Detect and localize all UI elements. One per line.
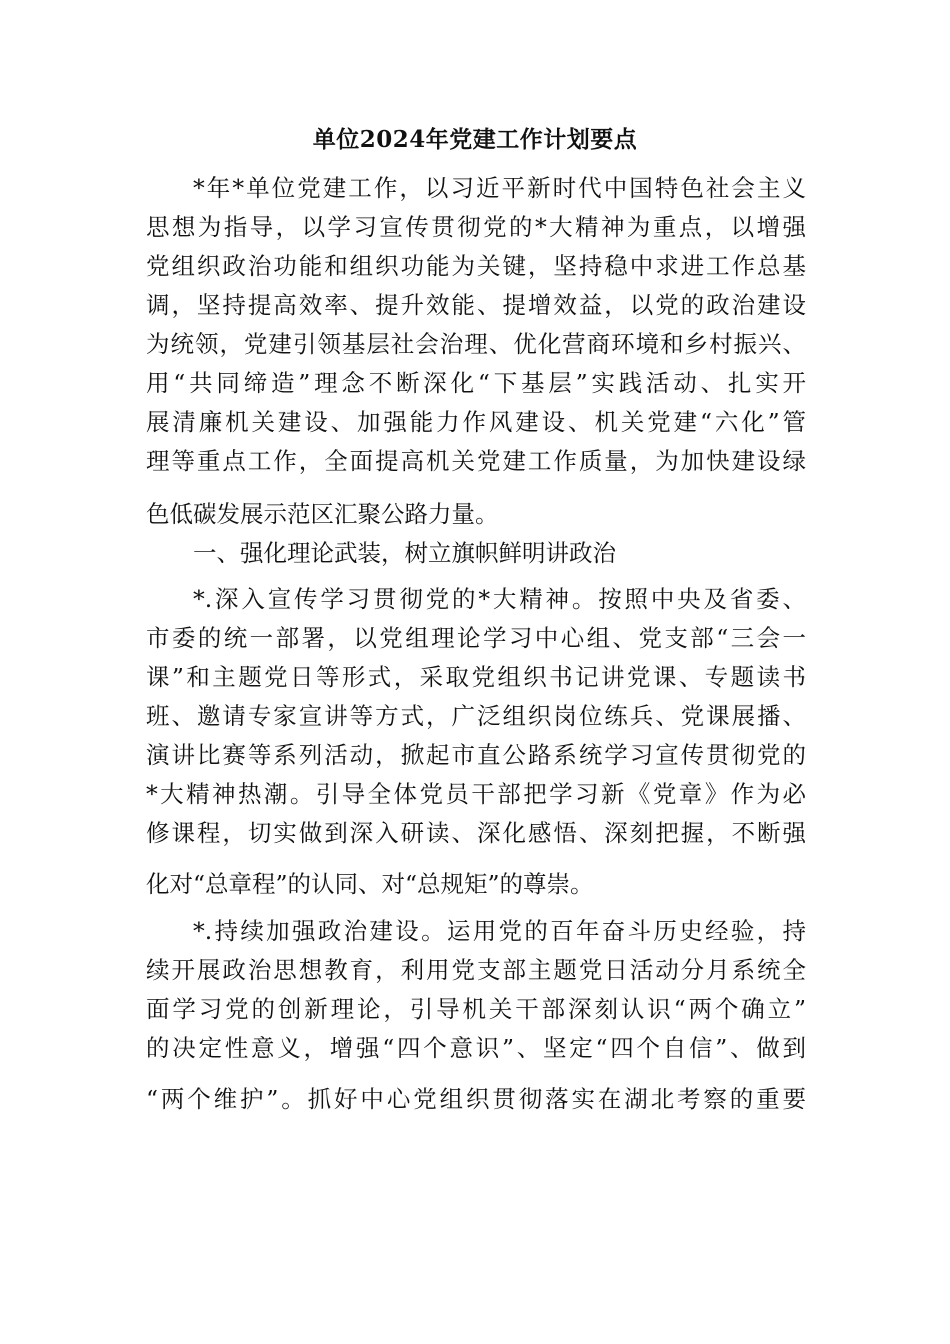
section-heading: 一、强化理论武装，树立旗帜鲜明讲政治 [193,539,616,567]
paragraph-line: 修课程，切实做到深入研读、深化感悟、深刻把握，不断强 [146,819,806,847]
paragraph-line: *年*单位党建工作，以习近平新时代中国特色社会主义 [193,174,806,202]
paragraph-line: 课”和主题党日等形式，采取党组织书记讲党课、专题读书 [146,663,806,691]
paragraph-line: 为统领，党建引领基层社会治理、优化营商环境和乡村振兴、 [146,330,806,358]
paragraph-line: 演讲比赛等系列活动，掀起市直公路系统学习宣传贯彻党的 [146,741,806,769]
paragraph-line: “两个维护”。抓好中心党组织贯彻落实在湖北考察的重要 [146,1085,806,1113]
paragraph-line: 展清廉机关建设、加强能力作风建设、机关党建“六化”管 [146,408,806,436]
paragraph-line: 市委的统一部署，以党组理论学习中心组、党支部“三会一 [146,624,806,652]
paragraph-line: 调，坚持提高效率、提升效能、提增效益，以党的政治建设 [146,291,806,319]
paragraph-line: 的决定性意义，增强“四个意识”、坚定“四个自信”、做到 [146,1034,806,1062]
paragraph-line: *大精神热潮。引导全体党员干部把学习新《党章》作为必 [146,780,806,808]
paragraph-line: *.深入宣传学习贯彻党的*大精神。按照中央及省委、 [193,585,806,613]
paragraph-line: 化对“总章程”的认同、对“总规矩”的尊崇。 [146,870,594,898]
paragraph-line: 党组织政治功能和组织功能为关键，坚持稳中求进工作总基 [146,252,806,280]
paragraph-line: 续开展政治思想教育，利用党支部主题党日活动分月系统全 [146,956,806,984]
paragraph-line: 色低碳发展示范区汇聚公路力量。 [146,500,499,528]
paragraph-line: 理等重点工作，全面提高机关党建工作质量，为加快建设绿 [146,447,806,475]
document-title: 单位2024年党建工作计划要点 [312,126,638,153]
paragraph-line: 思想为指导，以学习宣传贯彻党的*大精神为重点，以增强 [146,213,806,241]
paragraph-line: 用“共同缔造”理念不断深化“下基层”实践活动、扎实开 [146,369,806,397]
paragraph-line: 面学习党的创新理论，引导机关干部深刻认识“两个确立” [146,995,806,1023]
paragraph-line: *.持续加强政治建设。运用党的百年奋斗历史经验，持 [193,917,806,945]
paragraph-line: 班、邀请专家宣讲等方式，广泛组织岗位练兵、党课展播、 [146,702,806,730]
